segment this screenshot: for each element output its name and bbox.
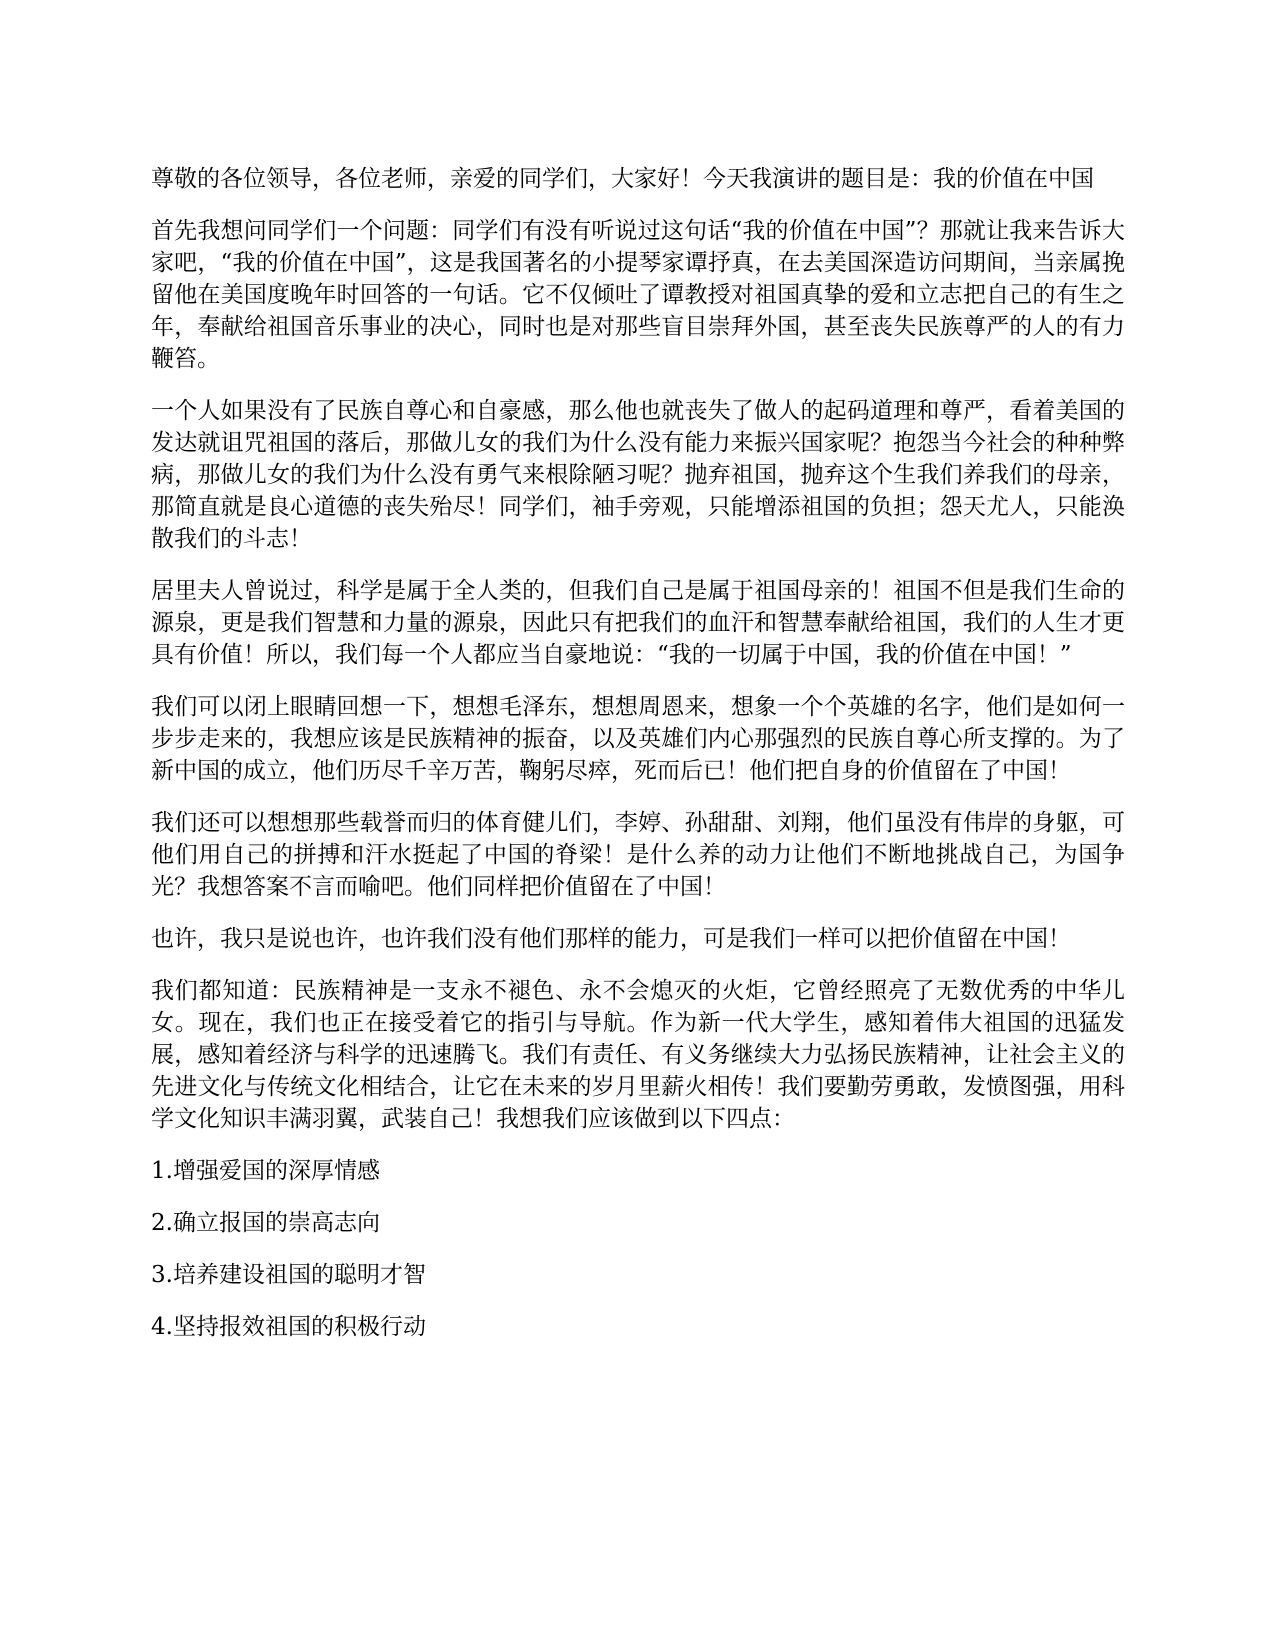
paragraph-athletes: 我们还可以想想那些载誉而归的体育健儿们，李婷、孙甜甜、刘翔，他们虽没有伟岸的身躯，可他们用自己的拼搏和汗水挺起了中国的脊梁！是什么养的动力让他们不断地挑战自己，为国争光？我想答案不言而喻吧。他们同样把价值留在了中国！ xyxy=(151,810,1125,900)
list-item-2: 2.确立报国的崇高志向 xyxy=(151,1210,380,1236)
paragraph-curie-quote: 居里夫人曾说过，科学是属于全人类的，但我们自己是属于祖国母亲的！祖国不但是我们生命的源泉，更是我们智慧和力量的源泉，因此只有把我们的血汗和智慧奉献给祖国，我们的人生才更具有价值！所以，我们每一个人都应当自豪地说：“我的一切属于中国，我的价值在中国！” xyxy=(151,578,1125,668)
list-item-3: 3.培养建设祖国的聪明才智 xyxy=(151,1262,426,1288)
paragraph-national-spirit: 我们都知道：民族精神是一支永不褪色、永不会熄灭的火炬，它曾经照亮了无数优秀的中华儿女。现在，我们也正在接受着它的指引与导航。作为新一代大学生，感知着伟大祖国的迅猛发展，感知着经济与科学的迅速腾飞。我们有责任、有义务继续大力弘扬民族精神，让社会主义的先进文化与传统文化相结合，让它在未来的岁月里薪火相传！我们要勤劳勇敢，发愤图强，用科学文化知识丰满羽翼，武装自己！我想我们应该做到以下四点： xyxy=(151,978,1125,1132)
paragraph-maybe: 也许，我只是说也许，也许我们没有他们那样的能力，可是我们一样可以把价值留在中国！ xyxy=(151,926,1071,952)
paragraph-question: 首先我想问同学们一个问题：同学们有没有听说过这句话“我的价值在中国”？那就让我来告诉大家吧，“我的价值在中国”，这是我国著名的小提琴家谭抒真，在去美国深造访问期间，当亲属挽留他在美国度晚年时回答的一句话。它不仅倾吐了谭教授对祖国真挚的爱和立志把自己的有生之年，奉献给祖国音乐事业的决心，同时也是对那些盲目崇拜外国，甚至丧失民族尊严的人的有力鞭笞。 xyxy=(151,218,1125,372)
list-item-1: 1.增强爱国的深厚情感 xyxy=(151,1158,380,1184)
list-item-4: 4.坚持报效祖国的积极行动 xyxy=(151,1314,426,1340)
paragraph-national-pride: 一个人如果没有了民族自尊心和自豪感，那么他也就丧失了做人的起码道理和尊严，看着美国的发达就诅咒祖国的落后，那做儿女的我们为什么没有能力来振兴国家呢？抱怨当今社会的种种弊病，那做儿女的我们为什么没有勇气来根除陋习呢？抛弃祖国，抛弃这个生我们养我们的母亲，那简直就是良心道德的丧失殆尽！同学们，袖手旁观，只能增添祖国的负担；怨天尤人，只能涣散我们的斗志！ xyxy=(151,398,1125,552)
paragraph-greeting: 尊敬的各位领导，各位老师，亲爱的同学们，大家好！今天我演讲的题目是：我的价值在中国 xyxy=(151,166,1094,192)
paragraph-heroes: 我们可以闭上眼睛回想一下，想想毛泽东，想想周恩来，想象一个个英雄的名字，他们是如何一步步走来的，我想应该是民族精神的振奋，以及英雄们内心那强烈的民族自尊心所支撑的。为了新中国的成立，他们历尽千辛万苦，鞠躬尽瘁，死而后已！他们把自身的价值留在了中国！ xyxy=(151,694,1125,784)
